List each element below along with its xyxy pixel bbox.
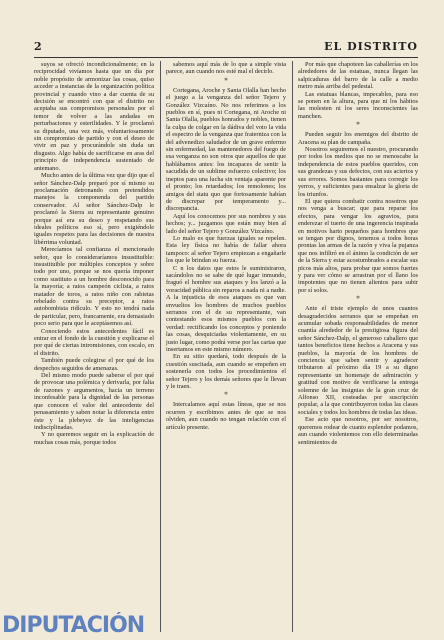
section-divider: *: [356, 121, 360, 130]
section-divider: *: [224, 391, 228, 400]
paragraph: Las estatuas blancas, impecables, para eso se ponen en la altura, para que ni los hábitos las molesten ni los seres inconscientes las manchen.: [298, 90, 418, 120]
paragraph: Nosotros seguiremos el nuestro, procurando por todos los medios que no se menoscabe la independencia de estos pueblos queridos, con sus grandezas y sus defectos, con sus aciertos y sus errores. Somos bastantes para corregir los yerros, y suficientes para ensalzar la gloria de los triunfos.: [298, 146, 418, 198]
paragraph: Pueden seguir los enemigos del distrito de Aracena su plan de campaña.: [298, 131, 418, 146]
paragraph: Lo malo es que fuerzas iguales se repelen. Esta ley física no había de fallar ahora tampoco: al señor Tejero empiezan a engañarle los que le brindan su fuerza.: [166, 234, 286, 265]
newspaper-title: EL DISTRITO: [324, 40, 418, 53]
paragraph: Por más que chapoteen las caballerías en los alrededores de las estatuas, nunca llegan las salpicaduras del barro de la calle a medio metro más arriba del pedestal.: [298, 61, 418, 91]
paragraph: sabemos aquí más de lo que a simple vista parece, aun cuando nos esté mal el decirlo.: [166, 61, 286, 76]
header-rule: [34, 57, 418, 58]
column-middle: [160, 61, 286, 632]
page-number: 2: [34, 40, 42, 53]
column-right: [292, 61, 418, 632]
paragraph: Mucho antes de la última vez que dijo que el señor Sánchez-Dalp preparó por sí mismo su proclamación detronando con pretendidos manejos la componenda del partido conservador. Al señor Sánchez-Dalp le proclamó la Sierra su representante genuino porque así era su deseo y respetando sus ideales políticos eso sí, pero exigiéndole iguales respetos para las decisiones de nuestra libérrima voluntad.: [34, 172, 154, 246]
paragraph: C n los datos que estos le suministraron, sacándolos no se sabe de qué lugar inmundo, fraguó el hombre sus ataques y los lanzó a la voracidad pública sin reparos a nada ni a nadie. A la injusticia de esos ataques es que van envueltos los hombres de muchos pueblos serranos con el de su representante, van contestando esos mismos pueblos con la verdad: rectificando los conceptos y poniendo las cosas, desquiciadas violentamente, en su justo lugar, como podrá verse por las cartas que insertamos en este mismo número.: [166, 264, 286, 354]
paragraph: suyos se ofreció incondicionalmente; en la reciprocidad vivíamos hasta que un día por noble propósito de armonizar las cosas, quiso acceder a instancias de la organización política provincial y cuando vino a dar cuenta de su decisión se encontró con que el distrito no aceptaba sus compromisos personales por el temor de volver a las andadas en perturbaciones y esterilidades. Y le proclamó su diputado, una vez más, voluntariosamente sin compromiso de partido y con el deseo de vivir en paz y procurándole sin duda un disgusto. Algo había de sacrificarse en aras del principio de independencia sustentado de antemano.: [34, 61, 154, 172]
article-columns: [34, 61, 418, 632]
paragraph: Intercalamos aquí estas líneas, que se nos ocurren y escribimos antes de que se nos olviden, aun cuando no tengan relación con el artículo presente.: [166, 401, 286, 431]
paragraph: Ese acto que nosotros, por ser nosotros, queremos rodear de cuanto esplendor podamos, aun cuando violentemos con ello determinadas sentimientos de: [298, 416, 418, 446]
paragraph: Conociendo estos antecedentes fácil es entrar en el fondo de la cuestión y explicarse el por qué de ciertas intromisiones, con escalo, en el distrito.: [34, 327, 154, 357]
stamp-text: DIPUTACIÓN: [2, 612, 145, 638]
paragraph: Merecíamos tal confianza el mencionado señor, que lo consideraríamos insustituible: insustituible por múltiples conceptos y sobre todo por uno, porque se nos quería imponer como sustituto a un hombre desconocido para la mayoría; a ratos campeón ciclista, a ratos matador de toros, a ratos niño con rabietas rebelado contra su preceptor, a ratos autobombista ridículo. Y esto no tendrá nada de particular, pero, francamente, era demasiado poco serio para que le aceptásemos así.: [34, 246, 154, 328]
section-divider: *: [356, 295, 360, 304]
paragraph: En su sitio quedará, todo después de la cuestión suscitada, aun cuando se empeñen en sostenerla con todos los procedimientos el señor Tejero y los demás señores que le llevan y le traen.: [166, 353, 286, 391]
page-header: [34, 40, 418, 56]
paragraph: El que quiera combatir contra nosotros que nos venga a buscar; que para reparar los efectos, para vengar los agravios, para enderezar el tuerto de una ingerencia inspirada en motivos harto pequeños para hombres que se tengan por dignos, tenemos a todos horas prontas las armas de la razón y viva la pujanza que nos infiltró en el ánimo la condición de ser de la Sierra y estar acostumbrados a escalar sus picos más altos, para probar que somos fuertes y para ver cómo se arrastran por el llano los impotentes que no tienen alientos para subir por sí solos.: [298, 197, 418, 294]
section-divider: *: [224, 76, 228, 85]
paragraph: También puede colegirse el por qué de los despechos seguidos de amenazas.: [34, 357, 154, 372]
paragraph: Del mismo modo puede saberse el por qué de provocar una polémica y derivarla, por falta de razones y argumentos, hacia un terreno inconfesable para la dignidad de las personas que conocen el valor del antecedente del penasamiento y saben notar la diferencia entre éste y la plebeyez de las inteligencias indisciplinadas.: [34, 372, 154, 431]
paragraph: Ante el triste ejemplo de unos cuantos desagradecidos serranos que se empeñan en acumular sobada responsabilidades de menor cuantía alrededor de la prestigiosa figura del señor Sánchez-Dalp, el generoso caballero que tantos beneficios tiene hechos a Aracena y sus pueblos, la mayoría de los hombres de conciencia que saben sentir y agradecer tributaron al próximo día 19 a su digno representante un homenaje de admiración y gratitud con motivo de verificarse la entrega solemne de las insignias de la gran cruz de Alfonso XII, costeadas por suscripción popular, a la que contribuyeron todas las clases sociales y todos los hombres de todas las ideas.: [298, 305, 418, 416]
paragraph: Cortegana, Aroche y Santa Olalla han hecho el juego a la venganza del señor Tejero y González Vizcaíno. No nos referimos a los pueblos en sí, pues ni Cortegana, ni Aroche ni Santa Olalla, pueblos honrados y nobles, tienen la culpa de colgar en la dádiva del voto la vida el espectro de la venganza que fraterniza con la del advenedizo saludador de un grave enfermo sin enfermedad, las mantenedores del fuego de esa venganza no son otros que aquellos de que hablábamos antes: los incapaces de sentir la sacudida de un sublime esfuerzo colectivo; los ineptos para una lucha sin ventaja aparente por el pronto; los retardados; los remolones; los amigos del statu quo que fortosamente habían de discrepar por temperamento y... discrepancia.: [166, 86, 286, 213]
paragraph: Aquí los conocemos por sus nombres y sus hechos; y... juzgamos que están muy bien al lado del señor Tejero y González Vizcaíno.: [166, 212, 286, 235]
library-stamp: [0, 610, 162, 640]
paragraph: Y no queremos seguir en la explicación de muchas cosas más, porque todos: [34, 431, 154, 446]
column-left: [34, 61, 154, 632]
